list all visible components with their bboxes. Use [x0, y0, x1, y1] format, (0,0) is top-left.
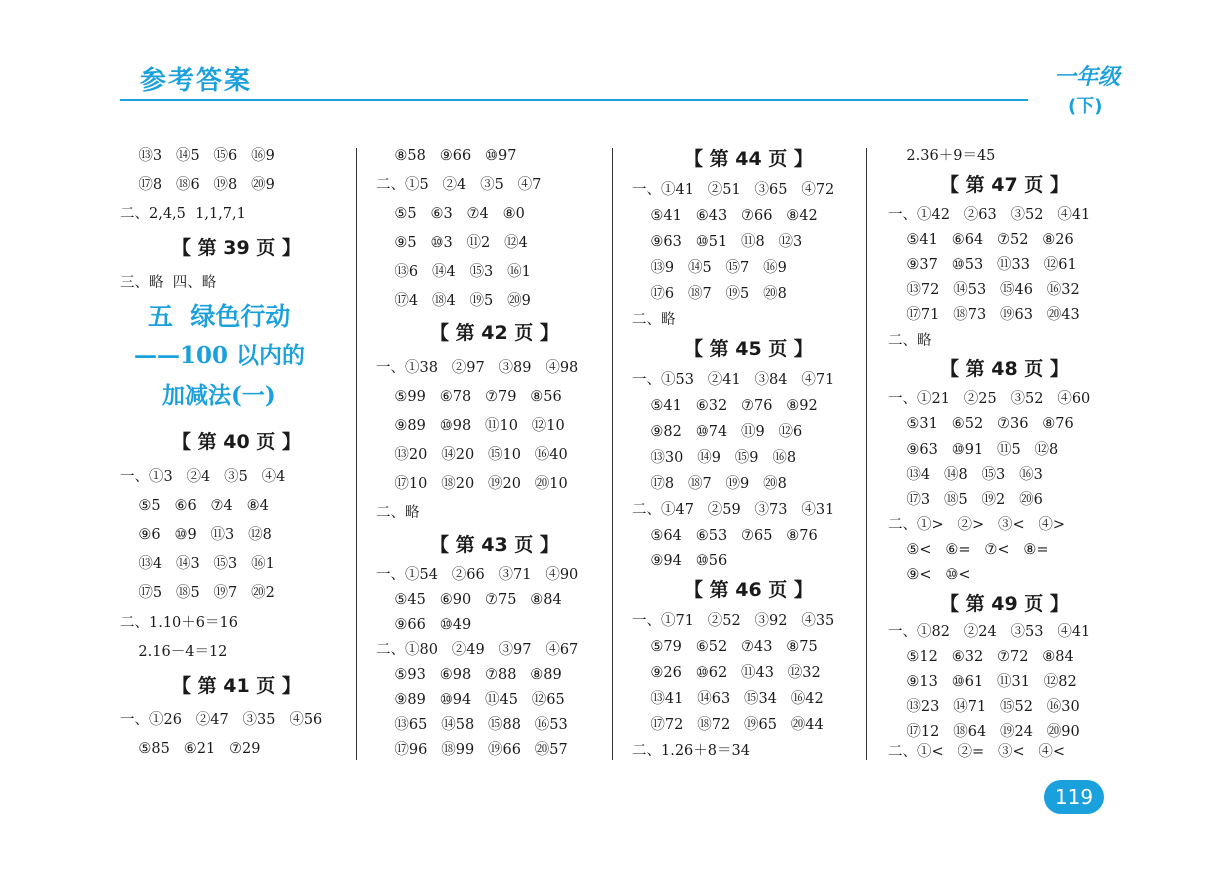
answer-line: 二、①80 ②49 ③97 ④67 — [376, 641, 579, 658]
answer-line: 一、①42 ②63 ③52 ④41 — [888, 206, 1091, 223]
answer-line: ⑤5 ⑥3 ⑦4 ⑧0 — [376, 205, 525, 222]
unit-title: 五 绿色行动 — [148, 302, 291, 331]
answer-line: ⑤5 ⑥6 ⑦4 ⑧4 — [120, 497, 269, 514]
answer-line: ⑤99 ⑥78 ⑦79 ⑧56 — [376, 388, 562, 405]
answer-line: 二、①< ②= ③< ④< — [888, 743, 1066, 760]
answer-line: ⑤41 ⑥43 ⑦66 ⑧42 — [632, 207, 818, 224]
answer-line: ⑬20 ⑭20 ⑮10 ⑯40 — [376, 446, 568, 463]
answer-line: ⑤12 ⑥32 ⑦72 ⑧84 — [888, 648, 1074, 665]
answer-line: ⑰71 ⑱73 ⑲63 ⑳43 — [888, 306, 1080, 323]
answer-line: 一、①82 ②24 ③53 ④41 — [888, 623, 1091, 640]
answer-line: ⑬30 ⑭9 ⑮9 ⑯8 — [632, 449, 797, 466]
answer-line: ⑬72 ⑭53 ⑮46 ⑯32 — [888, 281, 1080, 298]
answer-line: ⑨37 ⑩53 ⑪33 ⑫61 — [888, 256, 1077, 273]
page-heading: 【 第 49 页 】 — [940, 592, 1069, 615]
answer-line: 一、①3 ②4 ③5 ④4 — [120, 468, 286, 485]
answer-line: ⑤45 ⑥90 ⑦75 ⑧84 — [376, 591, 562, 608]
answer-line: ⑬9 ⑭5 ⑮7 ⑯9 — [632, 259, 787, 276]
answer-line: 二、①> ②> ③< ④> — [888, 516, 1066, 533]
unit-title: 加减法(一) — [162, 382, 276, 409]
answer-line: ⑨13 ⑩61 ⑪31 ⑫82 — [888, 673, 1077, 690]
answer-line: ⑬6 ⑭4 ⑮3 ⑯1 — [376, 263, 531, 280]
answer-line: ⑬65 ⑭58 ⑮88 ⑯53 — [376, 716, 568, 733]
answer-line: 三、略 四、略 — [120, 274, 217, 291]
volume-label: (下) — [1068, 96, 1103, 117]
page-heading: 【 第 46 页 】 — [684, 578, 813, 601]
answer-line: 二、略 — [376, 504, 420, 521]
answer-line: ⑨6 ⑩9 ⑪3 ⑫8 — [120, 526, 272, 543]
answer-line: ⑨89 ⑩98 ⑪10 ⑫10 — [376, 417, 565, 434]
answer-line: ⑨26 ⑩62 ⑪43 ⑫32 — [632, 664, 821, 681]
answer-line: ⑰6 ⑱7 ⑲5 ⑳8 — [632, 285, 787, 302]
answer-line: ⑨< ⑩< — [888, 566, 971, 583]
answer-line: ⑤79 ⑥52 ⑦43 ⑧75 — [632, 638, 818, 655]
answer-line: ⑨5 ⑩3 ⑪2 ⑫4 — [376, 234, 528, 251]
answer-line: 一、①21 ②25 ③52 ④60 — [888, 390, 1091, 407]
page-heading: 【 第 44 页 】 — [684, 147, 813, 170]
answer-line: 二、①5 ②4 ③5 ④7 — [376, 176, 542, 193]
answer-line: ⑤31 ⑥52 ⑦36 ⑧76 — [888, 415, 1074, 432]
answer-line: ⑨66 ⑩49 — [376, 616, 472, 633]
answer-line: ⑰12 ⑱64 ⑲24 ⑳90 — [888, 723, 1080, 740]
answer-line: ⑤64 ⑥53 ⑦65 ⑧76 — [632, 527, 818, 544]
answer-line: ⑤41 ⑥32 ⑦76 ⑧92 — [632, 397, 818, 414]
answer-line: 一、①54 ②66 ③71 ④90 — [376, 566, 579, 583]
page-heading: 【 第 42 页 】 — [430, 321, 559, 344]
answer-line: 二、2,4,5 1,1,7,1 — [120, 205, 246, 222]
page-number: 119 — [1044, 780, 1104, 814]
answer-line: ⑨89 ⑩94 ⑪45 ⑫65 — [376, 691, 565, 708]
answer-line: ⑰10 ⑱20 ⑲20 ⑳10 — [376, 475, 568, 492]
answer-line: ⑨63 ⑩91 ⑪5 ⑫8 — [888, 441, 1059, 458]
answer-line: 一、①41 ②51 ③65 ④72 — [632, 181, 835, 198]
page-heading: 【 第 43 页 】 — [430, 533, 559, 556]
page-heading: 【 第 45 页 】 — [684, 337, 813, 360]
header-rule — [120, 99, 1028, 101]
answer-line: ⑤85 ⑥21 ⑦29 — [120, 740, 261, 757]
answer-line: 一、①38 ②97 ③89 ④98 — [376, 359, 579, 376]
answer-line: ⑰72 ⑱72 ⑲65 ⑳44 — [632, 716, 824, 733]
page-heading: 【 第 47 页 】 — [940, 173, 1069, 196]
answer-line: 2.36＋9＝45 — [888, 147, 996, 164]
answer-line: ⑬3 ⑭5 ⑮6 ⑯9 — [120, 147, 275, 164]
answer-line: ⑰8 ⑱7 ⑲9 ⑳8 — [632, 475, 787, 492]
answer-line: ⑬4 ⑭3 ⑮3 ⑯1 — [120, 555, 275, 572]
answer-line: 二、①47 ②59 ③73 ④31 — [632, 501, 835, 518]
page-heading: 【 第 39 页 】 — [172, 236, 301, 259]
answer-line: ⑬41 ⑭63 ⑮34 ⑯42 — [632, 690, 824, 707]
answer-line: 二、1.26＋8＝34 — [632, 742, 750, 759]
answer-line: ⑰5 ⑱5 ⑲7 ⑳2 — [120, 584, 275, 601]
answer-line: ⑰4 ⑱4 ⑲5 ⑳9 — [376, 292, 531, 309]
answer-line: ⑰96 ⑱99 ⑲66 ⑳57 — [376, 741, 568, 758]
answer-line: ⑰3 ⑱5 ⑲2 ⑳6 — [888, 491, 1043, 508]
page-heading: 【 第 40 页 】 — [172, 430, 301, 453]
answer-line: ⑨63 ⑩51 ⑪8 ⑫3 — [632, 233, 803, 250]
header-title: 参考答案 — [140, 66, 253, 96]
answer-line: ⑬23 ⑭71 ⑮52 ⑯30 — [888, 698, 1080, 715]
answer-line: 二、1.10＋6＝16 — [120, 614, 238, 631]
answer-line: 2.16－4＝12 — [120, 643, 228, 660]
answer-line: ⑤41 ⑥64 ⑦52 ⑧26 — [888, 231, 1074, 248]
answer-line: ⑧58 ⑨66 ⑩97 — [376, 147, 517, 164]
column-divider — [612, 148, 613, 760]
column-divider — [866, 148, 867, 760]
grade-label: 一年级 — [1054, 65, 1121, 90]
answer-line: ⑨82 ⑩74 ⑪9 ⑫6 — [632, 423, 803, 440]
answer-line: ⑰8 ⑱6 ⑲8 ⑳9 — [120, 176, 275, 193]
page-heading: 【 第 48 页 】 — [940, 357, 1069, 380]
answer-line: ⑤93 ⑥98 ⑦88 ⑧89 — [376, 666, 562, 683]
answer-line: ⑬4 ⑭8 ⑮3 ⑯3 — [888, 466, 1043, 483]
answer-line: ⑤< ⑥= ⑦< ⑧= — [888, 541, 1049, 558]
answer-line: 一、①71 ②52 ③92 ④35 — [632, 612, 835, 629]
answer-line: 一、①53 ②41 ③84 ④71 — [632, 371, 835, 388]
answer-line: 二、略 — [632, 311, 676, 328]
answer-line: 一、①26 ②47 ③35 ④56 — [120, 711, 323, 728]
answer-line: ⑨94 ⑩56 — [632, 552, 728, 569]
page-heading: 【 第 41 页 】 — [172, 674, 301, 697]
answer-line: 二、略 — [888, 332, 932, 349]
column-divider — [356, 148, 357, 760]
unit-title: ——100 以内的 — [134, 342, 306, 369]
